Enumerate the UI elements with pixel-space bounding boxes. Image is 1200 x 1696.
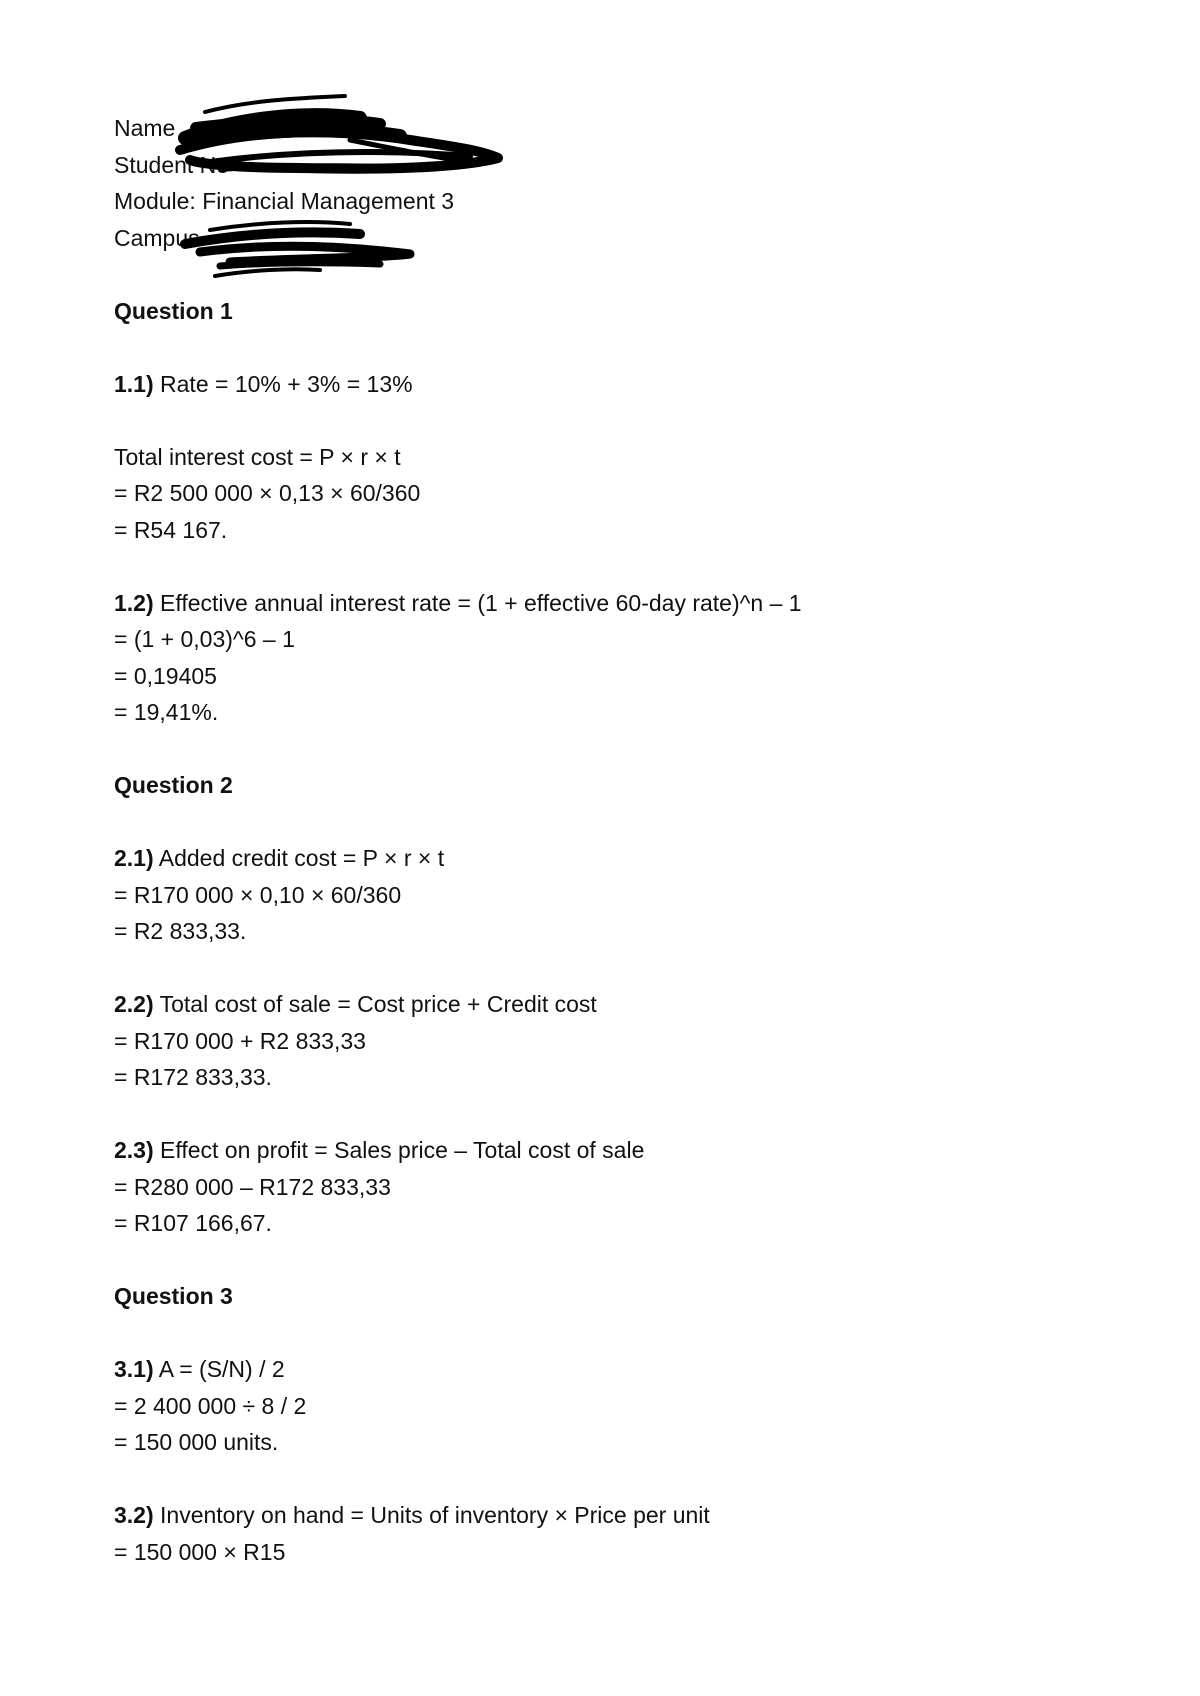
answer-3-1-line-2: = 2 400 000 ÷ 8 / 2 [114, 1392, 307, 1419]
answer-1-2-line-4: = 19,41%. [114, 699, 219, 725]
answer-3-2-number: 3.2) [114, 1502, 154, 1528]
answer-2-2-number: 2.2) [114, 991, 154, 1017]
answer-1-1-line-1 [114, 366, 1114, 403]
answer-2-1-number: 2.1) [114, 845, 154, 871]
answer-3-2-line-2: = 150 000 × R15 [114, 1538, 286, 1565]
answer-1-2-line-2: = (1 + 0,03)^6 – 1 [114, 626, 295, 652]
answer-2-2-text: Total cost of sale = Cost price + Credit cost [153, 991, 597, 1017]
answer-2-3-text: Effect on profit = Sales price – Total cost of sale [153, 1137, 645, 1163]
question-1-heading: Question 1 [114, 297, 233, 324]
name-line [114, 110, 1114, 147]
campus-line [114, 220, 1114, 257]
answer-1-2-line-3: = 0,19405 [114, 662, 217, 689]
name-label: Name [114, 115, 176, 141]
answer-2-3-line-1 [114, 1132, 1114, 1169]
module-line: Module: Financial Management 3 [114, 188, 455, 214]
campus-label: Campus [114, 224, 200, 251]
answer-3-2-text: Inventory on hand = Units of inventory × Price per unit [153, 1502, 710, 1528]
answer-2-2-line-2: = R170 000 + R2 833,33 [114, 1027, 366, 1054]
answer-1-1-number: 1.1) [114, 370, 154, 397]
answer-1-2-text: Effective annual interest rate = (1 + effective 60-day rate)^n – 1 [153, 589, 802, 616]
answer-3-1-text: A = (S/N) / 2 [153, 1356, 285, 1382]
student-line [114, 147, 1114, 184]
answer-1-1-line-4: = R54 167. [114, 516, 228, 543]
student-label: Student No [114, 151, 230, 178]
question-2-heading: Question 2 [114, 772, 233, 798]
answer-2-3-number: 2.3) [114, 1137, 154, 1163]
answer-3-1-line-3: = 150 000 units. [114, 1429, 279, 1455]
answer-1-2-number: 1.2) [114, 589, 154, 616]
answer-1-2-line-1 [114, 585, 1114, 622]
answer-2-1-line-1 [114, 840, 1114, 877]
answer-2-2-line-1 [114, 986, 1114, 1023]
answer-2-1-text: Added credit cost = P × r × t [153, 845, 445, 871]
answer-2-1-line-3: = R2 833,33. [114, 918, 247, 944]
answer-2-3-line-2: = R280 000 – R172 833,33 [114, 1173, 391, 1200]
answer-3-2-line-1 [114, 1497, 1114, 1534]
answer-1-1-line-3: = R2 500 000 × 0,13 × 60/360 [114, 480, 421, 506]
answer-2-2-line-3: = R172 833,33. [114, 1064, 272, 1090]
answer-2-1-line-2: = R170 000 × 0,10 × 60/360 [114, 881, 402, 908]
answer-3-1-number: 3.1) [114, 1356, 154, 1382]
answer-2-3-line-3: = R107 166,67. [114, 1210, 272, 1236]
answer-1-1-text: Rate = 10% + 3% = 13% [153, 370, 413, 397]
answer-3-1-line-1 [114, 1351, 1114, 1388]
answer-1-1-line-2: Total interest cost = P × r × t [114, 443, 401, 470]
document-body [114, 110, 1114, 1570]
question-3-heading: Question 3 [114, 1283, 233, 1309]
